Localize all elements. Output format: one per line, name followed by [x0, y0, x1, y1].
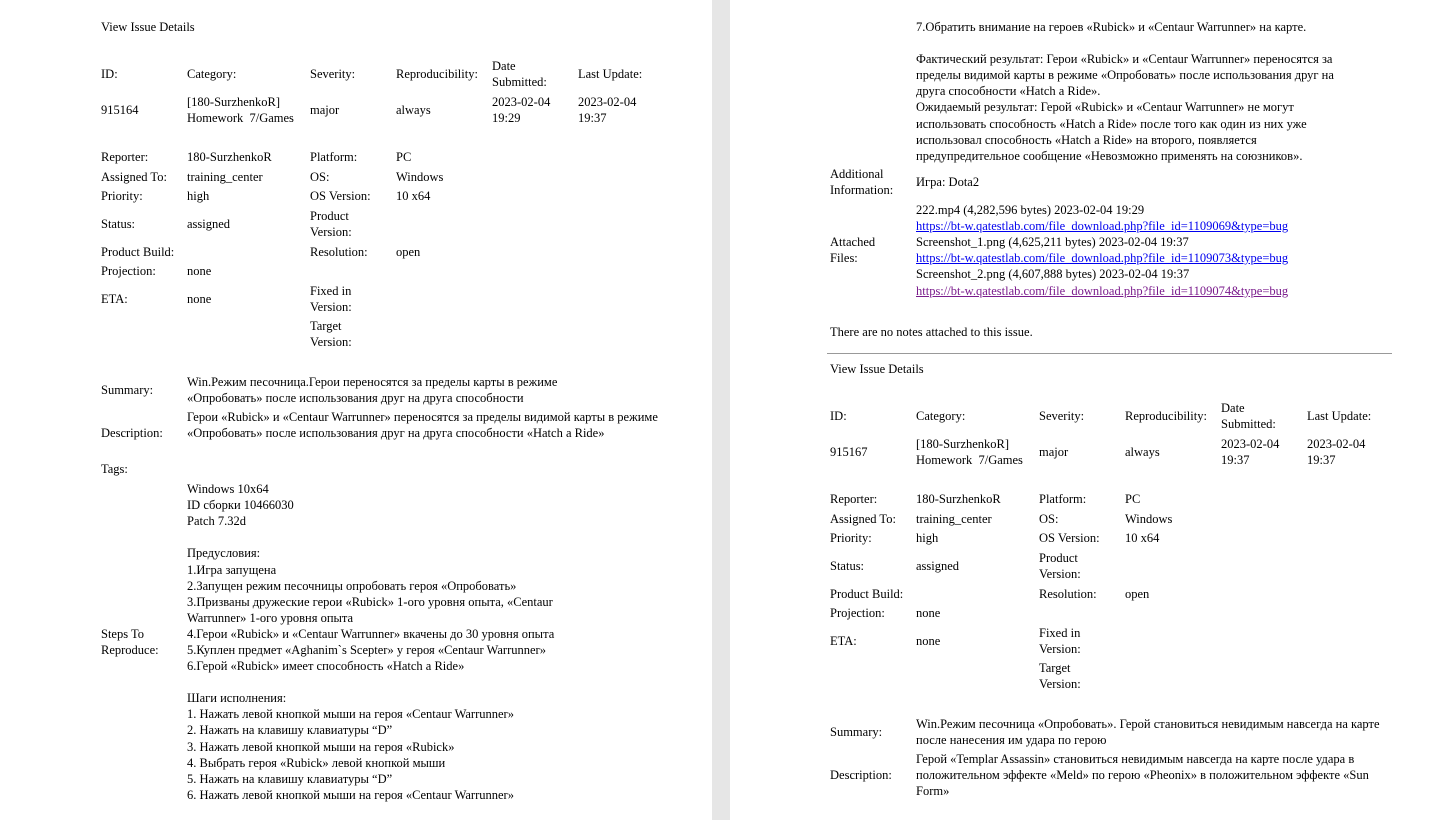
label-os-version: OS Version: — [1039, 531, 1100, 545]
steps-line: Windows 10x64 — [187, 482, 269, 496]
steps-line: 2. Нажать на клавишу клавиатуры “D” — [187, 723, 393, 737]
value-id: 915164 — [101, 103, 139, 117]
result-line: друга способности «Hatch a Ride». — [916, 84, 1101, 98]
steps-line: 2.Запущен режим песочницы опробовать героя «Опробовать» — [187, 579, 517, 593]
label-last-update: Last Update: — [1307, 409, 1372, 423]
value-additional-information: Игра: Dota2 — [916, 175, 980, 189]
value-summary: Win.Режим песочница.Герои переносятся за пределы карты в режиме «Опробовать» после использования друг на друга способности — [187, 375, 558, 405]
value-os: Windows — [1125, 512, 1173, 526]
value-severity: major — [1039, 445, 1069, 459]
steps-line: 1. Нажать левой кнопкой мыши на героя «Centaur Warrunner» — [187, 707, 514, 721]
label-steps-to-reproduce: Steps To Reproduce: — [101, 627, 159, 657]
steps-line: Предусловия: — [187, 546, 261, 560]
value-eta: none — [187, 292, 212, 306]
label-priority: Priority: — [101, 189, 143, 203]
value-id: 915167 — [830, 445, 868, 459]
value-assigned-to: training_center — [916, 512, 992, 526]
label-id: ID: — [830, 409, 847, 423]
steps-line: Шаги исполнения: — [187, 691, 287, 705]
value-platform: PC — [1125, 492, 1141, 506]
steps-line: ID сборки 10466030 — [187, 498, 294, 512]
label-description: Description: — [101, 426, 163, 440]
value-resolution: open — [396, 245, 421, 259]
label-platform: Platform: — [1039, 492, 1087, 506]
value-os-version: 10 x64 — [1125, 531, 1160, 545]
label-severity: Severity: — [310, 67, 356, 81]
value-last-update-2: 19:37 — [1307, 453, 1336, 467]
label-description: Description: — [830, 768, 892, 782]
label-reporter: Reporter: — [830, 492, 878, 506]
value-priority: high — [187, 189, 210, 203]
steps-line: 3. Нажать левой кнопкой мыши на героя «Rubick» — [187, 740, 455, 754]
steps-line: 5. Нажать на клавишу клавиатуры “D” — [187, 772, 393, 786]
value-priority: high — [916, 531, 939, 545]
value-status: assigned — [916, 559, 960, 573]
label-product-build: Product Build: — [830, 587, 904, 601]
label-resolution: Resolution: — [310, 245, 368, 259]
value-reporter: 180-SurzhenkoR — [916, 492, 1001, 506]
label-target-version: Target Version: — [310, 319, 352, 349]
value-date-submitted-2: 19:37 — [1221, 453, 1250, 467]
label-fixed-in-version: Fixed in Version: — [310, 284, 352, 314]
value-assigned-to: training_center — [187, 170, 263, 184]
value-projection: none — [187, 264, 212, 278]
value-summary: Win.Режим песочница «Опробовать». Герой становиться невидимым навсегда на карте после нанесения им удара по герою — [916, 717, 1380, 747]
value-severity: major — [310, 103, 340, 117]
label-date-submitted: Date Submitted: — [492, 59, 547, 89]
value-category-2: Homework 7/Games — [187, 111, 294, 125]
value-platform: PC — [396, 150, 412, 164]
document-page-left — [0, 0, 712, 820]
value-reproducibility: always — [396, 103, 431, 117]
value-reporter: 180-SurzhenkoR — [187, 150, 272, 164]
label-projection: Projection: — [830, 606, 885, 620]
attached-file-info: 222.mp4 (4,282,596 bytes) 2023-02-04 19:29 — [916, 203, 1145, 217]
result-line: использовать способность «Hatch a Ride» после того как один из них уже — [916, 117, 1307, 131]
label-product-build: Product Build: — [101, 245, 175, 259]
attached-file-link[interactable]: https://bt-w.qatestlab.com/file_download.php?file_id=1109073&type=bug — [916, 251, 1289, 265]
result-line: использовал способность «Hatch a Ride» на второго, появляется — [916, 133, 1257, 147]
attached-file-info: Screenshot_2.png (4,607,888 bytes) 2023-02-04 19:37 — [916, 267, 1190, 281]
label-severity: Severity: — [1039, 409, 1085, 423]
value-os-version: 10 x64 — [396, 189, 431, 203]
label-fixed-in-version: Fixed in Version: — [1039, 626, 1081, 656]
label-target-version: Target Version: — [1039, 661, 1081, 691]
value-date-submitted-1: 2023-02-04 — [1221, 437, 1280, 451]
issue-heading: View Issue Details — [830, 362, 924, 376]
label-tags: Tags: — [101, 462, 128, 476]
value-status: assigned — [187, 217, 231, 231]
value-description: Герой «Templar Assassin» становиться невидимым навсегда на карте после удара в положительном эффекте «Meld» по герою «Pheonix» в положительном эффекте «Sun Form» — [916, 752, 1369, 798]
result-line: Ожидаемый результат: Герой «Rubick» и «Centaur Warrunner» не могут — [916, 100, 1294, 114]
label-os-version: OS Version: — [310, 189, 371, 203]
value-date-submitted-2: 19:29 — [492, 111, 521, 125]
value-description: Герои «Rubick» и «Centaur Warrunner» переносятся за пределы видимой карты в режиме «Опробовать» после использования друг на друга способности «Hatch a Ride» — [187, 410, 658, 440]
label-reporter: Reporter: — [101, 150, 149, 164]
notes-message: There are no notes attached to this issue. — [830, 325, 1033, 339]
label-os: OS: — [310, 170, 330, 184]
value-category-1: [180-SurzhenkoR] — [187, 95, 281, 109]
value-last-update-1: 2023-02-04 — [578, 95, 637, 109]
label-additional-information: Additional Information: — [830, 167, 894, 197]
label-category: Category: — [187, 67, 237, 81]
value-resolution: open — [1125, 587, 1150, 601]
label-product-version: Product Version: — [1039, 551, 1081, 581]
steps-line: Patch 7.32d — [187, 514, 247, 528]
label-assigned-to: Assigned To: — [830, 512, 896, 526]
issue-heading: View Issue Details — [101, 20, 195, 34]
value-os: Windows — [396, 170, 444, 184]
value-category-2: Homework 7/Games — [916, 453, 1023, 467]
steps-line: 3.Призваны дружеские герои «Rubick» 1-ого уровня опыта, «Centaur — [187, 595, 553, 609]
label-summary: Summary: — [830, 725, 883, 739]
label-priority: Priority: — [830, 531, 872, 545]
value-eta: none — [916, 634, 941, 648]
label-category: Category: — [916, 409, 966, 423]
label-resolution: Resolution: — [1039, 587, 1097, 601]
label-os: OS: — [1039, 512, 1059, 526]
steps-line: 7.Обратить внимание на героев «Rubick» и «Centaur Warrunner» на карте. — [916, 20, 1307, 34]
label-product-version: Product Version: — [310, 209, 352, 239]
value-last-update-2: 19:37 — [578, 111, 607, 125]
steps-line: Warrunner» 1-ого уровня опыта — [187, 611, 354, 625]
steps-line: 6.Герой «Rubick» имеет способность «Hatch a Ride» — [187, 659, 465, 673]
label-eta: ETA: — [830, 634, 857, 648]
steps-line: 6. Нажать левой кнопкой мыши на героя «Centaur Warrunner» — [187, 788, 514, 802]
label-status: Status: — [830, 559, 865, 573]
label-date-submitted: Date Submitted: — [1221, 401, 1276, 431]
label-attached-files: Attached Files: — [830, 235, 876, 265]
steps-line: 4. Выбрать героя «Rubick» левой кнопкой мыши — [187, 756, 446, 770]
label-status: Status: — [101, 217, 136, 231]
label-reproducibility: Reproducibility: — [1125, 409, 1207, 423]
attached-file-link[interactable]: https://bt-w.qatestlab.com/file_download.php?file_id=1109074&type=bug — [916, 284, 1289, 298]
label-platform: Platform: — [310, 150, 358, 164]
value-reproducibility: always — [1125, 445, 1160, 459]
result-line: предупредительное сообщение «Невозможно применять на союзников». — [916, 149, 1303, 163]
value-last-update-1: 2023-02-04 — [1307, 437, 1366, 451]
issue-separator — [827, 353, 1392, 354]
steps-line: 5.Куплен предмет «Aghanim`s Scepter» у героя «Centaur Warrunner» — [187, 643, 546, 657]
label-last-update: Last Update: — [578, 67, 643, 81]
value-projection: none — [916, 606, 941, 620]
label-id: ID: — [101, 67, 118, 81]
label-reproducibility: Reproducibility: — [396, 67, 478, 81]
value-date-submitted-1: 2023-02-04 — [492, 95, 551, 109]
steps-line: 1.Игра запущена — [187, 563, 277, 577]
label-projection: Projection: — [101, 264, 156, 278]
label-assigned-to: Assigned To: — [101, 170, 167, 184]
attached-file-link[interactable]: https://bt-w.qatestlab.com/file_download.php?file_id=1109069&type=bug — [916, 219, 1289, 233]
label-eta: ETA: — [101, 292, 128, 306]
steps-line: 4.Герои «Rubick» и «Centaur Warrunner» вкачены до 30 уровня опыта — [187, 627, 555, 641]
result-line: Фактический результат: Герои «Rubick» и «Centaur Warrunner» переносятся за — [916, 52, 1333, 66]
label-summary: Summary: — [101, 383, 154, 397]
attached-file-info: Screenshot_1.png (4,625,211 bytes) 2023-02-04 19:37 — [916, 235, 1189, 249]
result-line: пределы видимой карты в режиме «Опробовать» после использования друг на — [916, 68, 1334, 82]
document-page-right — [730, 0, 1442, 820]
value-category-1: [180-SurzhenkoR] — [916, 437, 1010, 451]
